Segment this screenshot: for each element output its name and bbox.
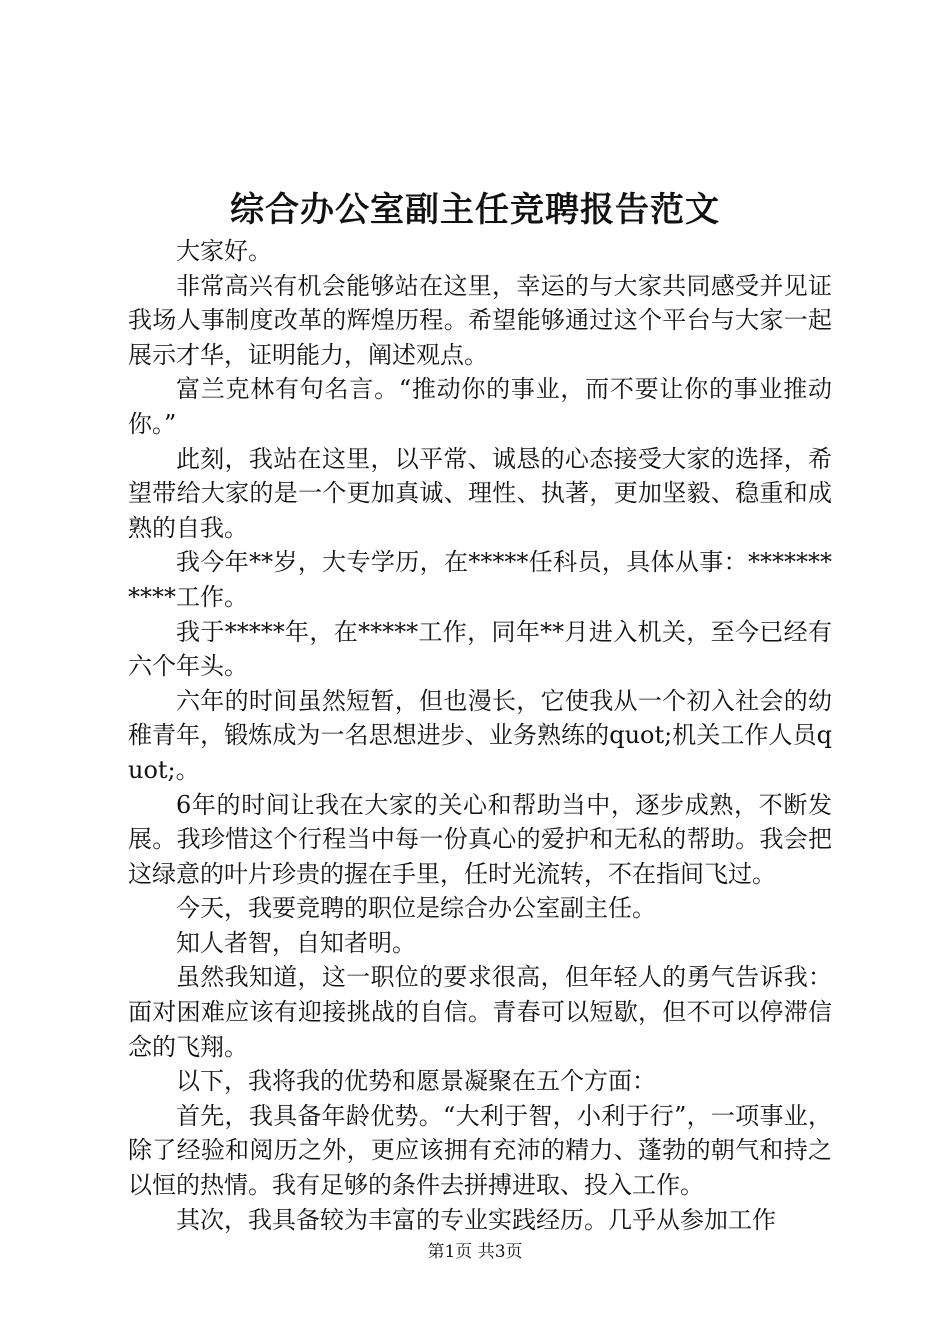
paragraph: 知人者智，自知者明。 <box>176 928 416 957</box>
paragraph: 虽然我知道，这一职位的要求很高，但年轻人的勇气告诉我：面对困难应该有迎接挑战的自信。青春可以短歇，但不可以停滞信念的飞翔。 <box>128 963 832 1061</box>
document-title: 综合办公室副主任竞聘报告范文 <box>230 190 720 230</box>
paragraph: 以下，我将我的优势和愿景凝聚在五个方面： <box>176 1067 656 1096</box>
paragraph: 今天，我要竞聘的职位是综合办公室副主任。 <box>176 894 656 923</box>
paragraph: 首先，我具备年龄优势。“大利于智，小利于行”，一项事业，除了经验和阅历之外，更应该拥有充沛的精力、蓬勃的朝气和持之以恒的热情。我有足够的条件去拼搏进取、投入工作。 <box>128 1101 832 1200</box>
paragraph: 六年的时间虽然短暂，但也漫长，它使我从一个初入社会的幼稚青年，锻炼成为一名思想进步、业务熟练的quot;机关工作人员quot;。 <box>128 686 832 784</box>
paragraph: 6年的时间让我在大家的关心和帮助当中，逐步成熟，不断发展。我珍惜这个行程当中每一份真心的爱护和无私的帮助。我会把这绿意的叶片珍贵的握在手里，任时光流转，不在指间飞过。 <box>128 790 832 888</box>
paragraph: 富兰克林有句名言。“推动你的事业，而不要让你的事业推动你。” <box>128 375 832 438</box>
paragraph: 此刻，我站在这里，以平常、诚恳的心态接受大家的选择，希望带给大家的是一个更加真诚、理性、执著，更加坚毅、稳重和成熟的自我。 <box>128 444 832 542</box>
paragraph: 大家好。 <box>176 237 272 265</box>
paragraph: 非常高兴有机会能够站在这里，幸运的与大家共同感受并见证我场人事制度改革的辉煌历程。希望能够通过这个平台与大家一起展示才华，证明能力，阐述观点。 <box>128 271 832 369</box>
document-body <box>128 234 832 1237</box>
page-number-footer: 第1页 共3页 <box>427 1242 523 1262</box>
paragraph: 我于*****年，在*****工作，同年**月进入机关，至今已经有六个年头。 <box>128 617 832 681</box>
paragraph: 其次，我具备较为丰富的专业实践经历。几乎从参加工作 <box>176 1205 776 1234</box>
paragraph: 我今年**岁，大专学历，在*****任科员，具体从事：***********工作。 <box>128 548 832 611</box>
